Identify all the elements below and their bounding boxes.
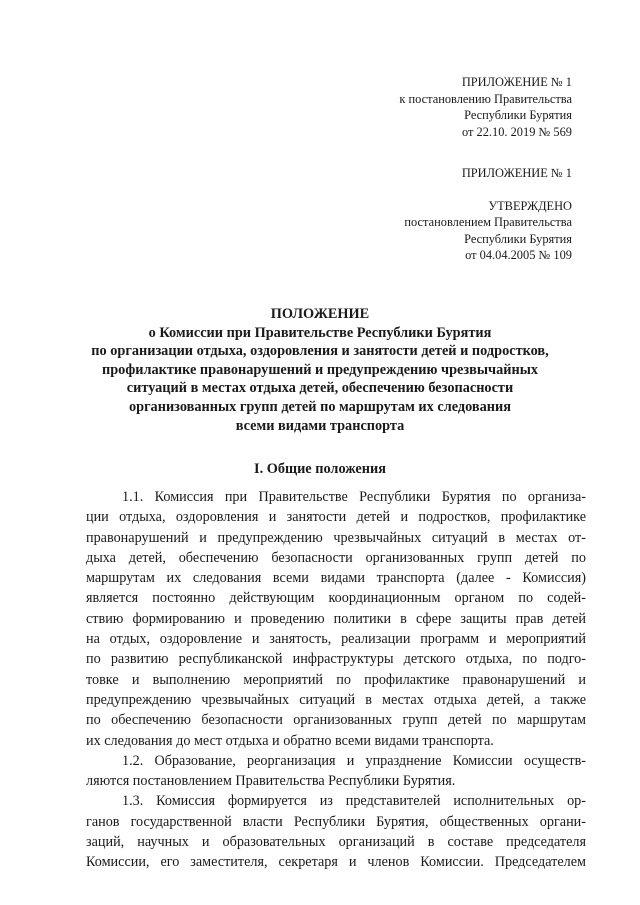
body-line: ции отдыха, оздоровления и занятости детей и подростков, профилактике	[86, 509, 586, 526]
appendix-header-current	[399, 74, 572, 140]
document-title	[60, 305, 580, 435]
body-line: правонарушений и предупреждению чрезвычайных ситуаций в местах от-	[86, 529, 586, 546]
title-line: всеми видами транспорта	[235, 417, 405, 434]
body-line: их следования до мест отдыха и обратно всеми видами транспорта.	[86, 732, 494, 749]
body-line: дыха детей, обеспечению безопасности организованных групп детей по	[86, 549, 586, 566]
body-line: ляются постановлением Правительства Республики Бурятия.	[86, 773, 456, 790]
body-line: по обеспечению безопасности организованных групп детей по маршрутам	[86, 712, 586, 729]
body-line: ствию формированию и проведению политики в сфере защиты прав детей	[86, 610, 586, 627]
approval-reference: постановлением Правительства	[404, 215, 572, 229]
body-line: заций, научных и образовательных организаций в составе председателя	[86, 834, 586, 851]
appendix-header-original	[404, 165, 572, 264]
section-heading: I. Общие положения	[254, 461, 386, 477]
title-line: организованных групп детей по маршрутам их следования	[128, 398, 512, 415]
body-line: является постоянно действующим координационным органом по содей-	[86, 590, 586, 607]
body-line: по развитию республиканской инфраструктуры детского отдыха, по подго-	[86, 651, 586, 668]
approval-date-number: от 04.04.2005 № 109	[465, 248, 572, 262]
body-line: Комиссии, его заместителя, секретаря и членов Комиссии. Председателем	[86, 854, 586, 871]
title-line: по организации отдыха, оздоровления и занятости детей и подростков,	[91, 343, 549, 360]
spacer	[404, 182, 572, 198]
appendix-region: Республики Бурятия	[464, 108, 572, 122]
body-line: товке и выполнению мероприятий по профилактике правонарушений и	[86, 671, 586, 688]
appendix-date-number: от 22.10. 2019 № 569	[461, 124, 572, 139]
body-line: на отдых, оздоровление и занятость, реализации программ и мероприятий	[86, 631, 586, 648]
body-line: предупреждению чрезвычайных ситуаций в местах отдыха детей, а также	[86, 691, 586, 708]
approval-region: Республики Бурятия	[464, 231, 572, 246]
body-line: маршрутам их следования всеми видами транспорта (далее - Комиссия)	[86, 570, 586, 587]
appendix-number: ПРИЛОЖЕНИЕ № 1	[461, 166, 572, 180]
body-line: 1.1. Комиссия при Правительстве Республики Бурятия по организа-	[122, 489, 586, 505]
body-line: 1.3. Комиссия формируется из представителей исполнительных ор-	[122, 793, 586, 810]
title-line: о Комиссии при Правительстве Республики Бурятия	[148, 324, 492, 341]
approval-label: УТВЕРЖДЕНО	[488, 198, 572, 213]
body-line: ганов государственной власти Республики Бурятия, общественных органи-	[86, 813, 586, 830]
body-text	[86, 487, 586, 873]
title-line: профилактике правонарушений и предупреждению чрезвычайных	[101, 361, 539, 378]
title-line: ПОЛОЖЕНИЕ	[270, 306, 370, 322]
appendix-number: ПРИЛОЖЕНИЕ № 1	[461, 75, 572, 89]
title-line: ситуаций в местах отдыха детей, обеспечению безопасности	[126, 380, 514, 397]
body-line: 1.2. Образование, реорганизация и упразднение Комиссии осуществ-	[122, 752, 586, 769]
appendix-reference: к постановлению Правительства	[399, 91, 572, 106]
